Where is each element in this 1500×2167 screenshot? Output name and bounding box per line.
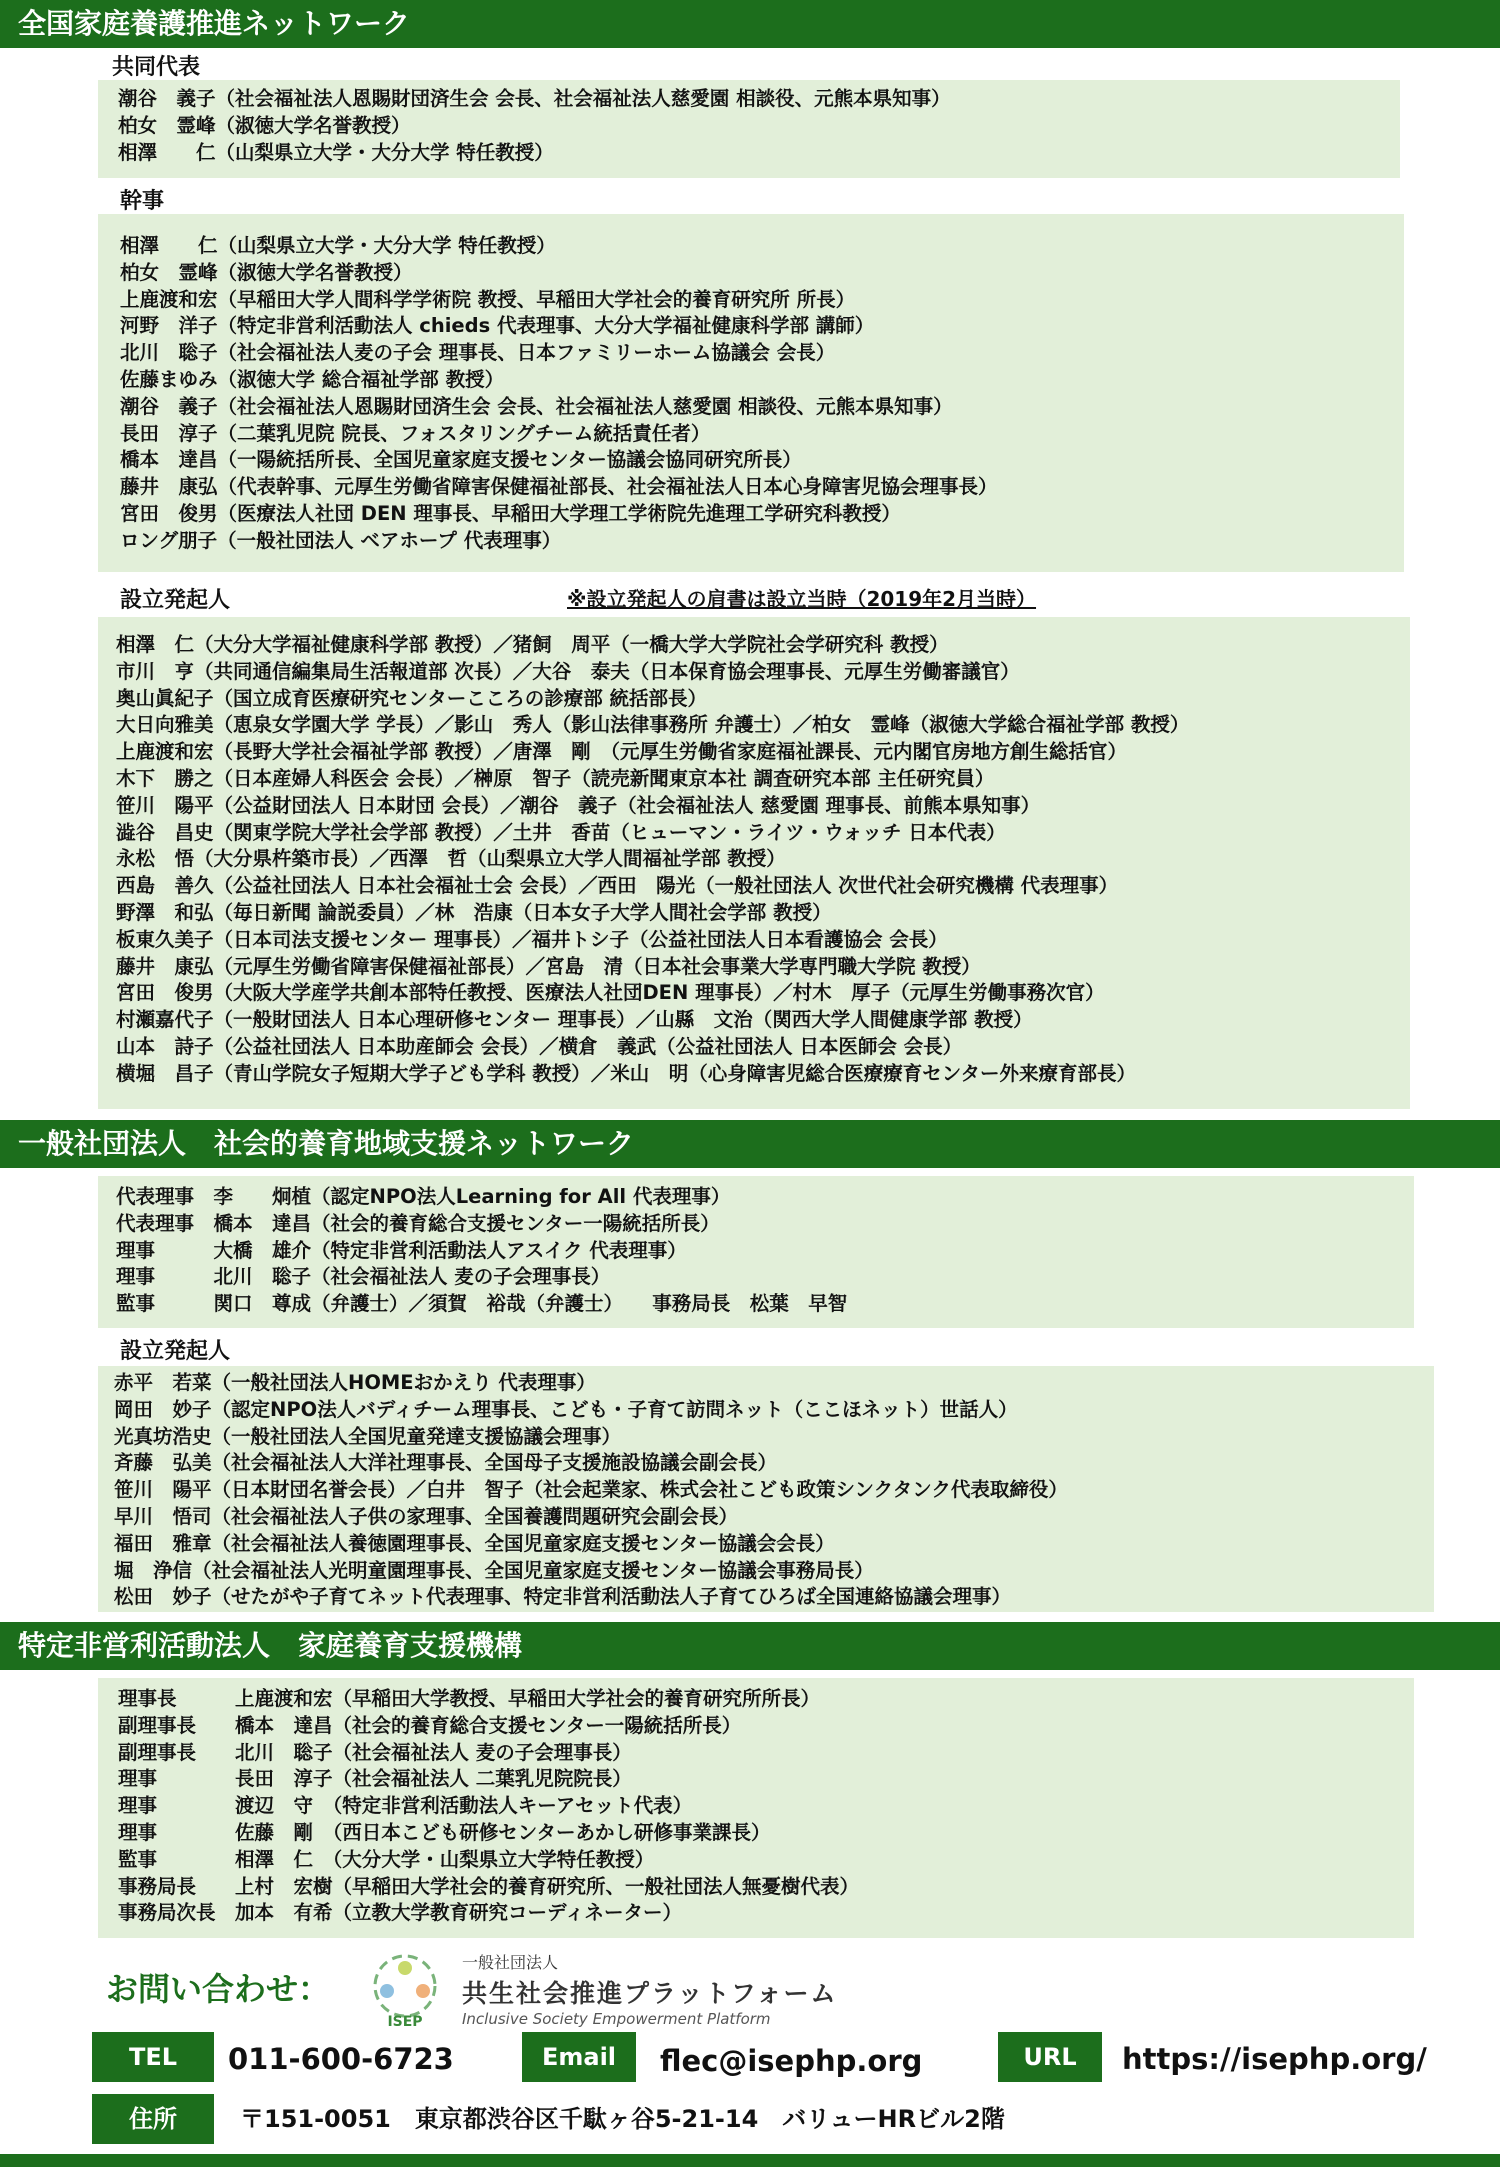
address-label: 住所 — [92, 2094, 214, 2144]
list-item: 斉藤 弘美（社会福祉法人大洋社理事長、全国母子支援施設協議会副会長） — [114, 1451, 778, 1475]
list-item: 北川 聡子（社会福祉法人麦の子会 理事長、日本ファミリーホーム協議会 会長） — [120, 341, 836, 365]
list-item: 早川 悟司（社会福祉法人子供の家理事、全国養護問題研究会副会長） — [114, 1504, 739, 1528]
regional-founders-list — [114, 1370, 1068, 1611]
svg-text:ISEP: ISEP — [387, 2014, 423, 2030]
regional-founders-panel — [98, 1366, 1434, 1612]
isep-logo-icon — [355, 1946, 455, 2030]
list-item: 理事長 上鹿渡和宏（早稲田大学教授、早稲田大学社会的養育研究所所長） — [118, 1687, 821, 1710]
list-item: 潮谷 義子（社会福祉法人恩賜財団済生会 会長、社会福祉法人慈愛園 相談役、元熊本県知事） — [120, 394, 953, 418]
list-item: 岡田 妙子（認定NPO法人バディチーム理事長、こども・子育て訪問ネット（ここほネット）世話人） — [114, 1397, 1018, 1421]
list-item: 監事 相澤 仁 （大分大学・山梨県立大学特任教授） — [118, 1847, 655, 1871]
list-item: 光真坊浩史（一般社団法人全国児童発達支援協議会理事） — [114, 1424, 622, 1448]
regional-officers-panel — [98, 1176, 1414, 1328]
list-item: 河野 洋子（特定非営利活動法人 chieds 代表理事、大分大学福祉健康科学部 講師） — [120, 314, 875, 338]
email-link[interactable]: flec@isephp.org — [660, 2044, 923, 2078]
list-item: 相澤 仁（山梨県立大学・大分大学 特任教授） — [120, 234, 556, 257]
list-item: 理事 長田 淳子（社会福祉法人 二葉乳児院院長） — [118, 1767, 632, 1791]
section-header-family-care-support: 特定非営利活動法人 家庭養育支援機構 — [0, 1622, 1500, 1670]
list-item: 大日向雅美（恵泉女学園大学 学長）／影山 秀人（影山法律事務所 弁護士）／柏女 霊峰（淑徳大学総合福祉学部 教授） — [116, 713, 1190, 737]
url-link[interactable]: https://isephp.org/ — [1122, 2042, 1427, 2076]
section-header-regional-support-network: 一般社団法人 社会的養育地域支援ネットワーク — [0, 1120, 1500, 1168]
regional-founders-label: 設立発起人 — [120, 1339, 231, 1364]
list-item: 柏女 霊峰（淑徳大学名誉教授） — [120, 260, 413, 284]
list-item: 副理事長 北川 聡子（社会福祉法人 麦の子会理事長） — [118, 1740, 632, 1764]
list-item: 理事 佐藤 剛 （西日本こども研修センターあかし研修事業課長） — [118, 1820, 771, 1844]
list-item: 西島 善久（公益社団法人 日本社会福祉士会 会長）／西田 陽光（一般社団法人 次世代社会研究機構 代表理事） — [116, 874, 1119, 898]
list-item: 奥山眞紀子（国立成育医療研究センターこころの診療部 統括部長） — [116, 686, 708, 710]
list-item: 事務局次長 加本 有希（立教大学教育研究コーディネーター） — [118, 1901, 682, 1925]
list-item: 代表理事 李 炯植（認定NPO法人Learning for All 代表理事） — [116, 1185, 731, 1208]
list-item: 長田 淳子（二葉乳児院 院長、フォスタリングチーム統括責任者） — [120, 421, 711, 445]
list-item: 柏女 霊峰（淑徳大学名誉教授） — [118, 113, 411, 137]
founders-note: ※設立発起人の肩書は設立当時（2019年2月当時） — [567, 587, 1037, 611]
list-item: 副理事長 橋本 達昌（社会的養育総合支援センター一陽統括所長） — [118, 1713, 742, 1737]
list-item: 笹川 陽平（日本財団名誉会長）／白井 智子（社会起業家、株式会社こども政策シンクタンク代表取締役） — [114, 1478, 1068, 1502]
family-care-officers-panel — [98, 1678, 1414, 1938]
secretaries-list — [120, 233, 998, 555]
bottom-bar — [0, 2154, 1500, 2167]
list-item: 代表理事 橋本 達昌（社会的養育総合支援センター一陽統括所長） — [116, 1211, 720, 1235]
co-representatives-list — [118, 86, 951, 166]
url-label: URL — [998, 2032, 1102, 2082]
list-item: 赤平 若菜（一般社団法人HOMEおかえり 代表理事） — [114, 1371, 596, 1394]
list-item: 堀 浄信（社会福祉法人光明童園理事長、全国児童家庭支援センター協議会事務局長） — [114, 1558, 874, 1582]
list-item: 木下 勝之（日本産婦人科医会 会長）／榊原 智子（読売新聞東京本社 調査研究本部 主任研究員） — [116, 766, 995, 790]
address-value: 〒151-0051 東京都渋谷区千駄ヶ谷5-21-14 バリューHRビル2階 — [240, 2105, 1005, 2133]
list-item: 村瀬嘉代子（一般財団法人 日本心理研修センター 理事長）／山縣 文治（関西大学人間健康学部 教授） — [116, 1008, 1033, 1032]
list-item: 松田 妙子（せたがや子育てネット代表理事、特定非営利活動法人子育てひろば全国連絡協議会理事） — [114, 1585, 1012, 1609]
list-item: 宮田 俊男（医療法人社団 DEN 理事長、早稲田大学理工学術院先進理工学研究科教授） — [120, 501, 901, 525]
co-representatives-panel — [98, 80, 1400, 178]
list-item: 理事 渡辺 守 （特定非営利活動法人キーアセット代表） — [118, 1794, 693, 1818]
org-name: 共生社会推進プラットフォーム — [462, 1979, 838, 2008]
org-type: 一般社団法人 — [462, 1953, 559, 1972]
tel-value[interactable]: 011-600-6723 — [228, 2042, 454, 2076]
secretaries-label: 幹事 — [120, 189, 165, 214]
founders-panel — [98, 617, 1410, 1109]
list-item: 澁谷 昌史（関東学院大学社会学部 教授）／土井 香苗（ヒューマン・ライツ・ウォッチ 日本代表） — [116, 820, 1006, 844]
secretaries-panel — [98, 214, 1404, 572]
org-english-name: Inclusive Society Empowerment Platform — [462, 2010, 771, 2028]
list-item: 佐藤まゆみ（淑徳大学 総合福祉学部 教授） — [120, 367, 505, 391]
list-item: 上鹿渡和宏（長野大学社会福祉学部 教授）／唐澤 剛 （元厚生労働省家庭福祉課長、元内閣官房地方創生総括官） — [116, 740, 1128, 764]
list-item: 宮田 俊男（大阪大学産学共創本部特任教授、医療法人社団DEN 理事長）／村木 厚子（元厚生労働事務次官） — [116, 981, 1105, 1005]
list-item: 山本 詩子（公益社団法人 日本助産師会 会長）／横倉 義武（公益社団法人 日本医師会 会長） — [116, 1034, 963, 1058]
list-item: 監事 関口 尊成（弁護士）／須賀 裕哉（弁護士） 事務局長 松葉 早智 — [116, 1292, 848, 1316]
list-item: 福田 雅章（社会福祉法人養徳園理事長、全国児童家庭支援センター協議会会長） — [114, 1531, 835, 1555]
section-header-national-network: 全国家庭養護推進ネットワーク — [0, 0, 1500, 48]
family-care-officers-list — [118, 1686, 859, 1927]
list-item: 野澤 和弘（毎日新聞 論説委員）／林 浩康（日本女子大学人間社会学部 教授） — [116, 900, 832, 924]
tel-label: TEL — [92, 2032, 214, 2082]
email-label: Email — [522, 2032, 636, 2082]
list-item: 潮谷 義子（社会福祉法人恩賜財団済生会 会長、社会福祉法人慈愛園 相談役、元熊本県知事） — [118, 87, 951, 110]
list-item: 相澤 仁（山梨県立大学・大分大学 特任教授） — [118, 140, 554, 164]
list-item: 橋本 達昌（一陽統括所長、全国児童家庭支援センター協議会協同研究所長） — [120, 448, 802, 472]
co-representatives-label: 共同代表 — [112, 55, 201, 80]
list-item: ロング朋子（一般社団法人 ベアホープ 代表理事） — [120, 528, 562, 552]
list-item: 永松 悟（大分県杵築市長）／西澤 哲（山梨県立大学人間福祉学部 教授） — [116, 847, 786, 871]
list-item: 藤井 康弘（代表幹事、元厚生労働省障害保健福祉部長、社会福祉法人日本心身障害児協会理事長） — [120, 475, 998, 499]
regional-officers-list — [116, 1184, 847, 1318]
founders-list — [116, 632, 1189, 1088]
list-item: 事務局長 上村 宏樹（早稲田大学社会的養育研究所、一般社団法人無憂樹代表） — [118, 1874, 860, 1898]
contact-title: お問い合わせ： — [106, 1970, 331, 2008]
list-item: 横堀 昌子（青山学院女子短期大学子ども学科 教授）／米山 明（心身障害児総合医療療育センター外来療育部長） — [116, 1061, 1137, 1085]
founders-label: 設立発起人 — [120, 588, 231, 613]
list-item: 藤井 康弘（元厚生労働省障害保健福祉部長）／宮島 清（日本社会事業大学専門職大学院 教授） — [116, 954, 981, 978]
list-item: 理事 北川 聡子（社会福祉法人 麦の子会理事長） — [116, 1265, 611, 1289]
list-item: 笹川 陽平（公益財団法人 日本財団 会長）／潮谷 義子（社会福祉法人 慈愛園 理事長、前熊本県知事） — [116, 793, 1041, 817]
list-item: 相澤 仁（大分大学福祉健康科学部 教授）／猪飼 周平（一橋大学大学院社会学研究科 教授） — [116, 633, 949, 656]
list-item: 市川 亨（共同通信編集局生活報道部 次長）／大谷 泰夫（日本保育協会理事長、元厚生労働審議官） — [116, 659, 1020, 683]
list-item: 板東久美子（日本司法支援センター 理事長）／福井トシ子（公益社団法人日本看護協会 会長） — [116, 927, 948, 951]
list-item: 理事 大橋 雄介（特定非営利活動法人アスイク 代表理事） — [116, 1238, 687, 1262]
list-item: 上鹿渡和宏（早稲田大学人間科学学術院 教授、早稲田大学社会的養育研究所 所長） — [120, 287, 856, 311]
